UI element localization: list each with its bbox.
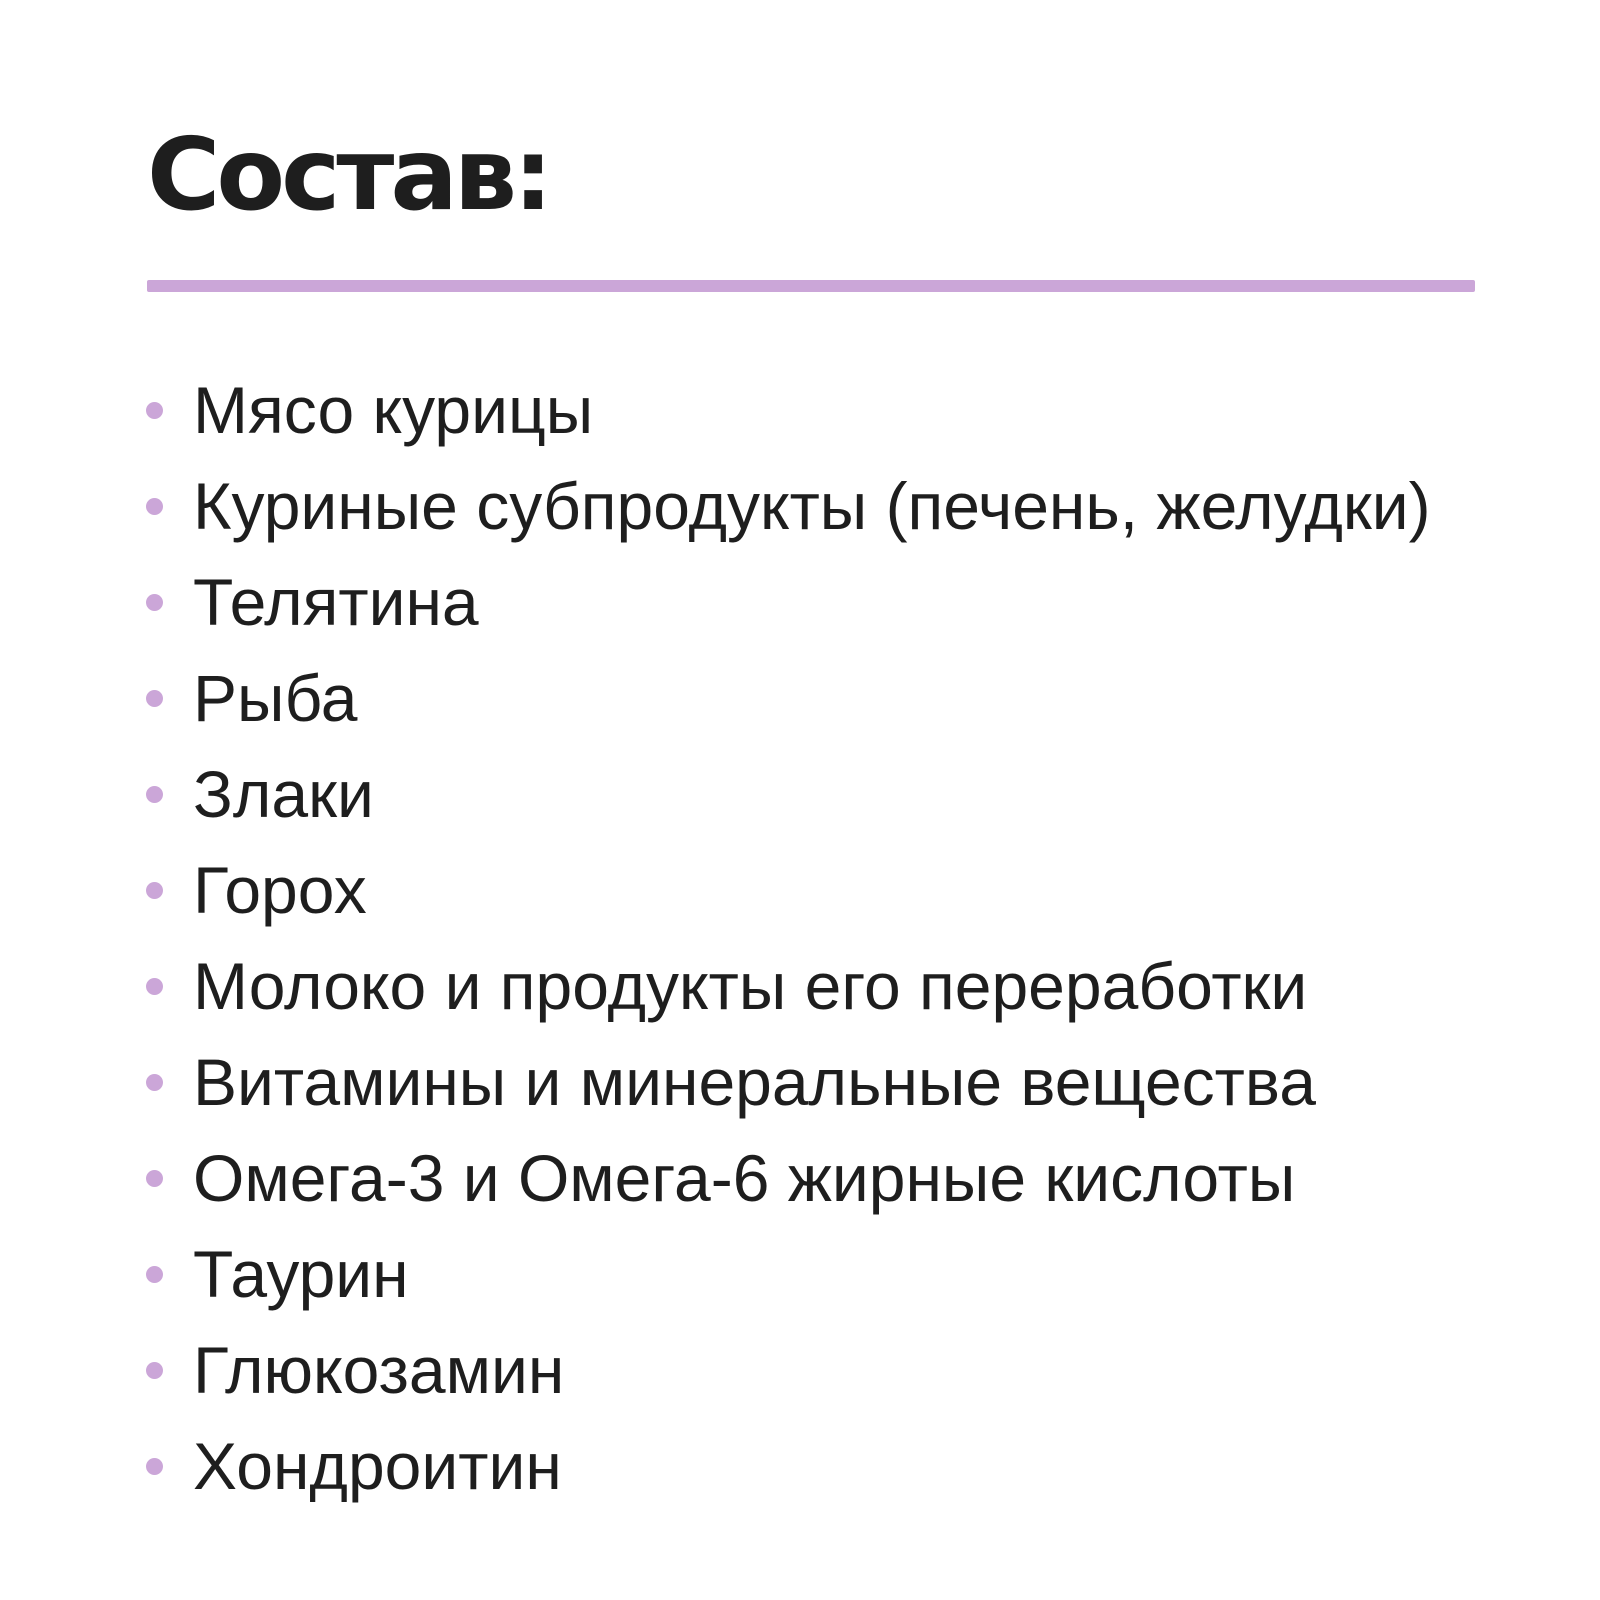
ingredient-list — [147, 362, 1477, 1514]
bullet-dot-icon — [146, 1266, 163, 1283]
list-item — [147, 1034, 1477, 1130]
bullet-dot-icon — [146, 882, 163, 899]
composition-card — [147, 100, 1477, 1503]
list-item — [147, 554, 1477, 650]
list-item — [147, 746, 1477, 842]
list-item — [147, 1322, 1477, 1418]
bullet-dot-icon — [146, 594, 163, 611]
list-item-label: Злаки — [193, 757, 374, 831]
list-item-label: Глюкозамин — [193, 1333, 565, 1407]
list-item — [147, 1130, 1477, 1226]
list-item — [147, 1226, 1477, 1322]
bullet-dot-icon — [146, 1074, 163, 1091]
list-item-label: Куриные субпродукты (печень, желудки) — [193, 469, 1431, 543]
list-item — [147, 1418, 1477, 1514]
bullet-dot-icon — [146, 498, 163, 515]
bullet-dot-icon — [146, 1362, 163, 1379]
list-item — [147, 362, 1477, 458]
list-item-label: Таурин — [193, 1237, 409, 1311]
list-item-label: Рыба — [193, 661, 358, 735]
list-item-label: Телятина — [193, 565, 479, 639]
bullet-dot-icon — [146, 402, 163, 419]
bullet-dot-icon — [146, 786, 163, 803]
page-title: Состав: — [147, 116, 550, 233]
title-divider — [147, 280, 1475, 292]
list-item-label: Горох — [193, 853, 367, 927]
list-item — [147, 842, 1477, 938]
list-item — [147, 650, 1477, 746]
list-item-label: Хондроитин — [193, 1429, 562, 1503]
list-item-label: Мясо курицы — [193, 373, 594, 447]
list-item-label: Омега-3 и Омега-6 жирные кислоты — [193, 1141, 1296, 1215]
list-item — [147, 938, 1477, 1034]
bullet-dot-icon — [146, 1170, 163, 1187]
bullet-dot-icon — [146, 978, 163, 995]
list-item-label: Молоко и продукты его переработки — [193, 949, 1308, 1023]
list-item — [147, 458, 1477, 554]
bullet-dot-icon — [146, 1458, 163, 1475]
list-item-label: Витамины и минеральные вещества — [193, 1045, 1316, 1119]
bullet-dot-icon — [146, 690, 163, 707]
